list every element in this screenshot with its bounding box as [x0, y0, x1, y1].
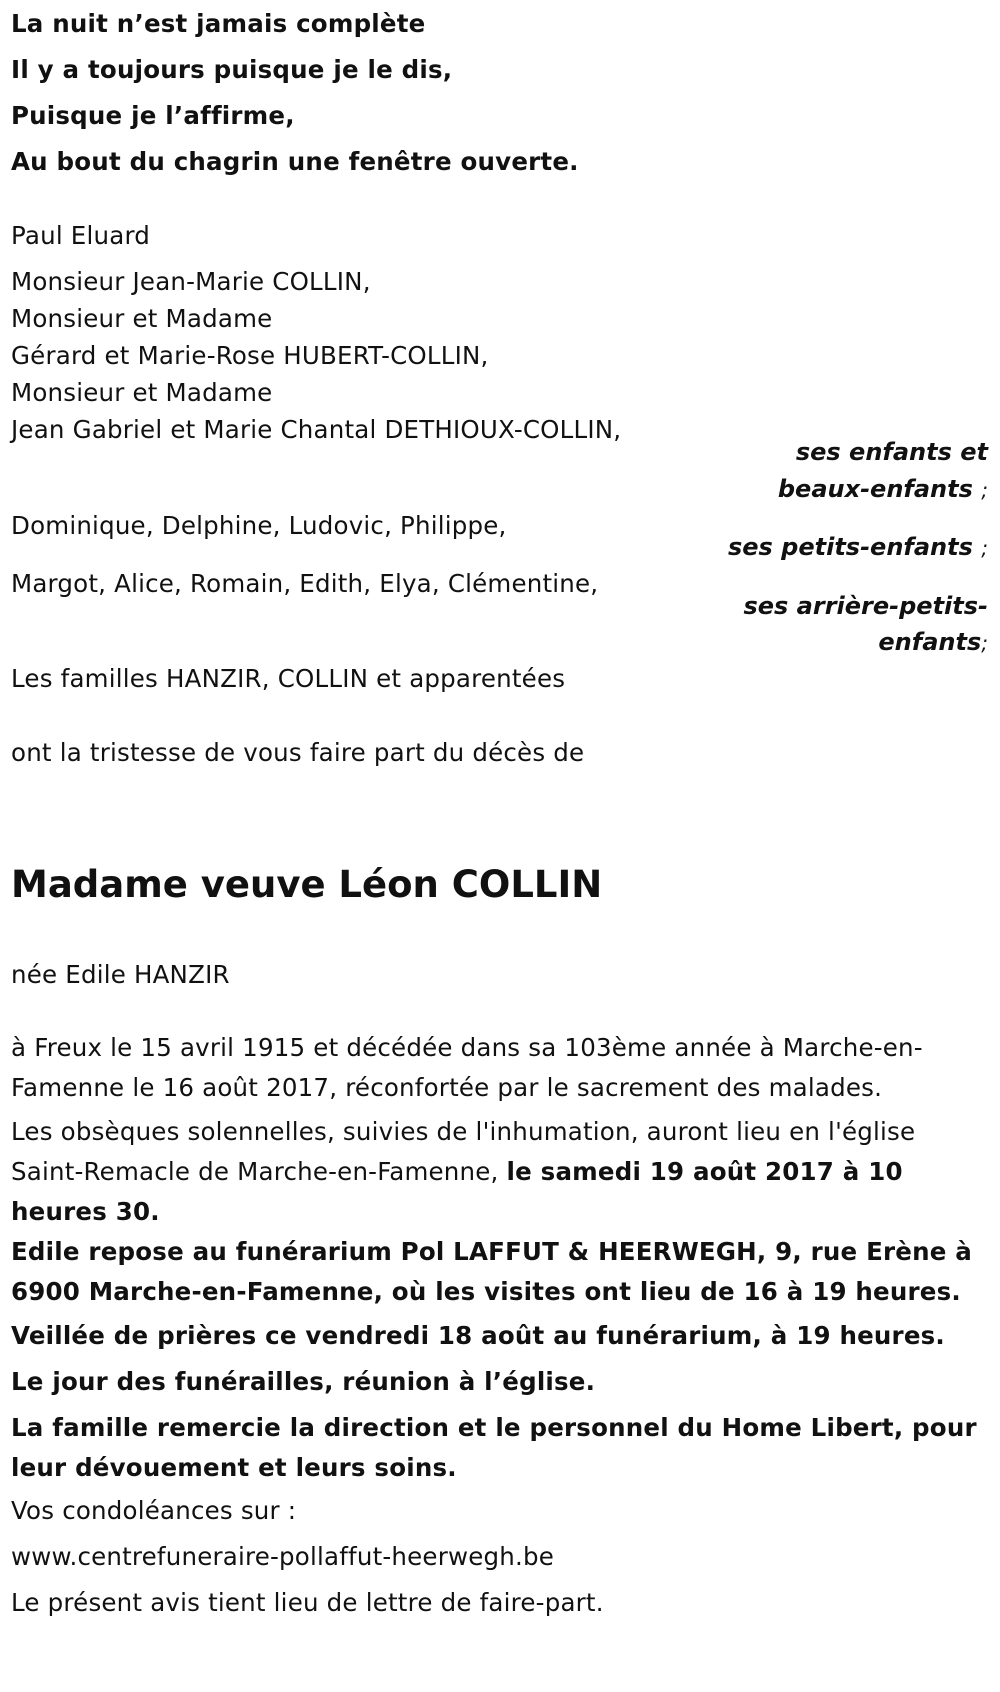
children-line-5: Jean Gabriel et Marie Chantal DETHIOUX-COLLIN, [11, 415, 622, 444]
poem-line-3: Puisque je l’affirme, [11, 101, 295, 130]
closing-line: Le présent avis tient lieu de lettre de faire-part. [11, 1588, 604, 1617]
children-role-label: beaux-enfants [777, 475, 973, 503]
poem-author: Paul Eluard [11, 221, 151, 250]
funerarium-paragraph: Edile repose au funérarium Pol LAFFUT & HEERWEGH, 9, rue Erène à 6900 Marche-en-Famenne, où les visites ont lieu de 16 à 19 heures. [11, 1237, 973, 1306]
children-role-line-2 [778, 469, 988, 510]
children-line-4: Monsieur et Madame [11, 378, 273, 407]
born-name: née Edile HANZIR [11, 960, 230, 989]
veillee-paragraph: Veillée de prières ce vendredi 18 août au funérarium, à 19 heures. [11, 1321, 945, 1350]
announcement: ont la tristesse de vous faire part du décès de [11, 738, 585, 767]
great-grandchildren-names: Margot, Alice, Romain, Edith, Elya, Clémentine, [11, 569, 599, 598]
grandchildren-role [728, 527, 988, 568]
deceased-name: Madame veuve Léon COLLIN [11, 863, 603, 906]
deceased-details: à Freux le 15 avril 1915 et décédée dans sa 103ème année à Marche-en-Famenne le 16 août 2017, réconfortée par le sacrement des malades. [11, 1033, 923, 1102]
great-grandchildren-role-label: enfants [878, 628, 982, 656]
great-grandchildren-role-punct: ; [981, 631, 988, 655]
great-grandchildren-role-line-1: ses arrière-petits- [743, 592, 988, 620]
poem-line-2: Il y a toujours puisque je le dis, [11, 55, 453, 84]
great-grandchildren-role-line-2 [878, 622, 988, 663]
remerciements-paragraph: La famille remercie la direction et le personnel du Home Libert, pour leur dévouement et leurs soins. [11, 1413, 977, 1482]
website-link[interactable]: www.centrefuneraire-pollaffut-heerwegh.be [11, 1542, 554, 1571]
children-role-punct: ; [981, 478, 988, 502]
children-role-line-1: ses enfants et [795, 438, 988, 466]
obseques-paragraph [11, 1112, 986, 1232]
poem-line-1: La nuit n’est jamais complète [11, 9, 426, 38]
obseques-date: le samedi 19 août 2017 à 10 heures 30. [11, 1157, 903, 1226]
children-line-3: Gérard et Marie-Rose HUBERT-COLLIN, [11, 341, 489, 370]
grandchildren-names: Dominique, Delphine, Ludovic, Philippe, [11, 511, 507, 540]
reunion-paragraph: Le jour des funérailles, réunion à l’église. [11, 1367, 596, 1396]
grandchildren-role-punct: ; [981, 536, 988, 560]
obseques-text: Les obsèques solennelles, suivies de l'inhumation, auront lieu en l'église Saint-Remacle de Marche-en-Famenne, [11, 1117, 916, 1186]
condoleances-line: Vos condoléances sur : [11, 1496, 297, 1525]
families-line: Les familles HANZIR, COLLIN et apparentées [11, 664, 566, 693]
grandchildren-role-label: ses petits-enfants [727, 533, 973, 561]
poem-line-4: Au bout du chagrin une fenêtre ouverte. [11, 147, 579, 176]
children-line-1: Monsieur Jean-Marie COLLIN, [11, 267, 371, 296]
children-line-2: Monsieur et Madame [11, 304, 273, 333]
